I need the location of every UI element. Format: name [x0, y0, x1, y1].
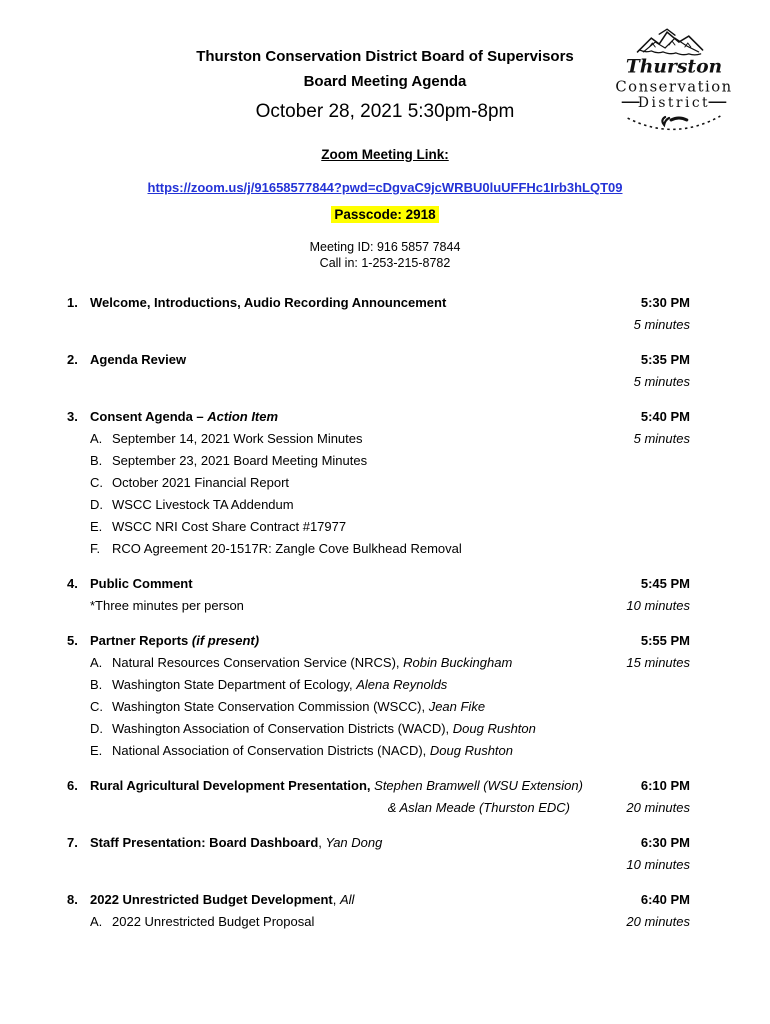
agenda-subitem: [90, 652, 586, 674]
agenda-item-number: 5.: [67, 633, 78, 648]
agenda-subitem: [90, 740, 586, 762]
agenda-item-schedule: [586, 406, 690, 560]
agenda-subitem-letter: B.: [90, 677, 103, 692]
agenda-subitem-text: WSCC Livestock TA Addendum: [112, 497, 294, 512]
agenda-item-number: 4.: [67, 576, 78, 591]
agenda-item-body: [90, 349, 586, 393]
agenda-subitem-letter: C.: [90, 699, 103, 714]
agenda-item-body: [90, 832, 586, 876]
agenda-item-duration: 20 minutes: [626, 800, 690, 815]
agenda-subitem: [90, 516, 586, 538]
agenda-item-duration: 5 minutes: [633, 431, 690, 446]
agenda-item-body: [90, 630, 586, 762]
agenda-subitem-letter: B.: [90, 453, 103, 468]
agenda-item-number: 7.: [67, 835, 78, 850]
agenda-item-schedule: [586, 889, 690, 933]
agenda-item-title: Staff Presentation: Board Dashboard, Yan Dong: [90, 835, 383, 850]
agenda-subitem-text: Washington State Department of Ecology, Alena Reynolds: [112, 677, 448, 692]
agenda-subitem-text: Washington State Conservation Commission (WSCC), Jean Fike: [112, 699, 486, 714]
agenda-item-note-line: *Three minutes per person: [90, 598, 244, 613]
agenda-item-number: 3.: [67, 409, 78, 424]
agenda-item-number: 6.: [67, 778, 78, 793]
agenda-subitem: [90, 428, 586, 450]
agenda-item-title: 2022 Unrestricted Budget Development, All: [90, 892, 355, 907]
agenda-subitem-text: National Association of Conservation Districts (NACD), Doug Rushton: [112, 743, 514, 758]
zoom-meeting-link[interactable]: https://zoom.us/j/91658577844?pwd=cDgvaC9jcWRBU0luUFFHc1Irb3hLQT09: [147, 180, 623, 195]
agenda-subitem-letter: C.: [90, 475, 103, 490]
agenda-item-time: 6:40 PM: [640, 892, 690, 907]
agenda-item-schedule: [586, 832, 690, 876]
agenda-subitem-letter: A.: [90, 431, 103, 446]
agenda-item-title: Consent Agenda – Action Item: [90, 409, 279, 424]
agenda-item-duration: 5 minutes: [633, 317, 690, 332]
agenda-item-body: [90, 292, 586, 336]
zoom-link-heading: Zoom Meeting Link:: [321, 147, 449, 162]
mountain-sketch-icon: [637, 29, 702, 55]
agenda-item: [67, 630, 690, 762]
logo-name-line3: District: [637, 95, 711, 112]
agenda-item-title: Rural Agricultural Development Presentation, Stephen Bramwell (WSU Extension): [90, 778, 583, 793]
agenda-item-body: [90, 889, 586, 933]
agenda-subitem-letter: F.: [90, 541, 101, 556]
agenda-subitem-text: September 14, 2021 Work Session Minutes: [112, 431, 363, 446]
agenda-item-duration: 15 minutes: [626, 655, 690, 670]
agenda-item: [67, 832, 690, 876]
agenda-subitem: [90, 494, 586, 516]
agenda-subitem: [90, 450, 586, 472]
agenda-item-time: 5:30 PM: [640, 295, 690, 310]
meeting-id: Meeting ID: 916 5857 7844: [309, 240, 461, 254]
agenda-subitem-text: September 23, 2021 Board Meeting Minutes: [112, 453, 368, 468]
agenda-item-title: Welcome, Introductions, Audio Recording Announcement: [90, 295, 447, 310]
agenda-subitem-letter: A.: [90, 914, 103, 929]
agenda-item-number: 1.: [67, 295, 78, 310]
agenda-item-number: 8.: [67, 892, 78, 907]
agenda-item: [67, 775, 690, 819]
agenda-subitem: [90, 696, 586, 718]
agenda-item-time: 5:35 PM: [640, 352, 690, 367]
thurston-conservation-district-logo: [600, 26, 748, 140]
agenda-subitem-letter: A.: [90, 655, 103, 670]
agenda-item-time: 5:45 PM: [640, 576, 690, 591]
agenda-item-time: 5:40 PM: [640, 409, 690, 424]
agenda-subitem: [90, 674, 586, 696]
agenda-subitem: [90, 538, 586, 560]
agenda-item-body: [90, 406, 586, 560]
agenda-item-schedule: [586, 630, 690, 762]
agenda-item: [67, 573, 690, 617]
agenda-subitem: [90, 911, 586, 933]
agenda-subitem-text: WSCC NRI Cost Share Contract #17977: [112, 519, 347, 534]
agenda-item-number: 2.: [67, 352, 78, 367]
call-in-number: Call in: 1-253-215-8782: [319, 256, 451, 270]
agenda-subitem: [90, 472, 586, 494]
agenda-item-body: [90, 573, 586, 617]
org-title: Thurston Conservation District Board of Supervisors: [196, 48, 574, 65]
agenda-subitem-letter: E.: [90, 519, 103, 534]
agenda-subitem-letter: E.: [90, 743, 103, 758]
agenda-item: [67, 292, 690, 336]
agenda-item: [67, 889, 690, 933]
agenda-item-title: Public Comment: [90, 576, 193, 591]
agenda-item-note-line: & Aslan Meade (Thurston EDC): [387, 800, 570, 815]
agenda-list: [0, 292, 770, 933]
agenda-subitem-text: Natural Resources Conservation Service (NRCS), Robin Buckingham: [112, 655, 513, 670]
agenda-item-title: Agenda Review: [90, 352, 187, 367]
agenda-item-time: 6:10 PM: [640, 778, 690, 793]
agenda-item-schedule: [586, 349, 690, 393]
agenda-item-schedule: [586, 573, 690, 617]
passcode-badge: Passcode: 2918: [331, 206, 438, 223]
agenda-item-body: [90, 775, 586, 819]
agenda-subitem: [90, 718, 586, 740]
agenda-item-schedule: [586, 775, 690, 819]
agenda-item-duration: 20 minutes: [626, 914, 690, 929]
agenda-subitem-text: October 2021 Financial Report: [112, 475, 290, 490]
agenda-subitem-text: RCO Agreement 20-1517R: Zangle Cove Bulkhead Removal: [112, 541, 462, 556]
agenda-item-duration: 10 minutes: [626, 598, 690, 613]
logo-name-script: Thurston: [625, 55, 723, 78]
agenda-subitem-letter: D.: [90, 721, 103, 736]
document-title: Board Meeting Agenda: [303, 73, 467, 90]
agenda-subitem-text: 2022 Unrestricted Budget Proposal: [112, 914, 315, 929]
logo-graphic: [600, 26, 748, 140]
agenda-item: [67, 406, 690, 560]
agenda-subitem-text: Washington Association of Conservation Districts (WACD), Doug Rushton: [112, 721, 536, 736]
agenda-subitem-letter: D.: [90, 497, 103, 512]
agenda-item-time: 5:55 PM: [640, 633, 690, 648]
agenda-item-time: 6:30 PM: [640, 835, 690, 850]
agenda-item-schedule: [586, 292, 690, 336]
agenda-item-duration: 5 minutes: [633, 374, 690, 389]
agenda-item-title: Partner Reports (if present): [90, 633, 260, 648]
agenda-item: [67, 349, 690, 393]
meeting-date: October 28, 2021 5:30pm-8pm: [255, 101, 515, 122]
agenda-item-duration: 10 minutes: [626, 857, 690, 872]
logo-name-line2: Conservation: [615, 78, 733, 96]
bird-icon: [662, 117, 686, 125]
